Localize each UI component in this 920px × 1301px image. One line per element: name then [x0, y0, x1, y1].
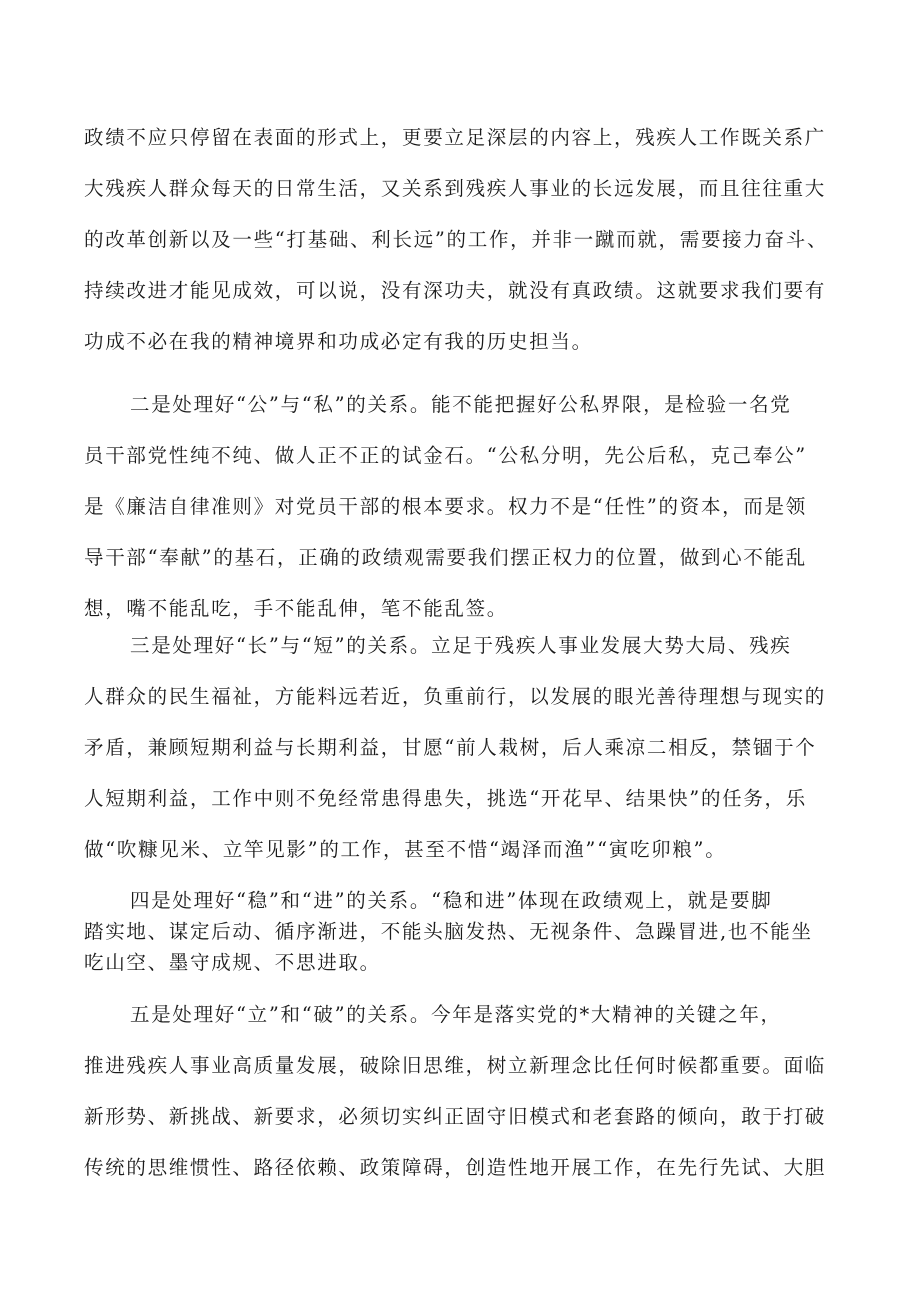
text-line: 新形势、新挑战、新要求，必须切实纠正固守旧模式和老套路的倾向，敢于打破 — [84, 1105, 827, 1128]
text-line: 二是处理好“公”与“私”的关系。能不能把握好公私界限，是检验一名党 — [130, 393, 792, 416]
text-line: 导干部“奉献”的基石，正确的政绩观需要我们摆正权力的位置，做到心不能乱 — [84, 546, 807, 569]
text-line: 做“吹糠见米、立竿见影”的工作，甚至不惜“竭泽而渔”“寅吃卯粮”。 — [84, 838, 727, 861]
paragraph-stable-progress — [84, 885, 844, 978]
paragraph-political-achievement — [84, 112, 844, 367]
text-line: 踏实地、谋定后动、循序渐进，不能头脑发热、无视条件、急躁冒进,也不能坐 — [84, 920, 813, 943]
text-line: 想，嘴不能乱吃，手不能乱伸，笔不能乱签。 — [84, 597, 509, 620]
text-line: 五是处理好“立”和“破”的关系。今年是落实党的*大精神的关键之年， — [130, 1003, 782, 1026]
text-line: 员干部党性纯不纯、做人正不正的试金石。“公私分明，先公后私，克己奉公” — [84, 444, 807, 467]
text-line: 大残疾人群众每天的日常生活，又关系到残疾人事业的长远发展，而且往往重大 — [84, 177, 827, 200]
paragraph-long-short — [84, 620, 844, 875]
text-line: 三是处理好“长”与“短”的关系。立足于残疾人事业发展大势大局、残疾 — [130, 634, 792, 657]
paragraph-establish-break — [84, 989, 844, 1193]
text-line: 人群众的民生福祉，方能料远若近，负重前行，以发展的眼光善待理想与现实的 — [84, 685, 827, 708]
text-line: 是《廉洁自律准则》对党员干部的根本要求。权力不是“任性”的资本，而是领 — [84, 495, 807, 518]
text-line: 推进残疾人事业高质量发展，破除旧思维，树立新理念比任何时候都重要。面临 — [84, 1054, 827, 1077]
text-line: 的改革创新以及一些“打基础、利长远”的工作，并非一蹴而就，需要接力奋斗、 — [84, 228, 829, 251]
text-line: 功成不必在我的精神境界和功成必定有我的历史担当。 — [84, 330, 593, 353]
paragraph-public-private — [84, 379, 844, 634]
text-line: 矛盾，兼顾短期利益与长期利益，甘愿“前人栽树，后人乘凉二相反，禁锢于个 — [84, 736, 817, 759]
text-line: 人短期利益，工作中则不免经常患得患失，挑选“开花早、结果快”的任务，乐 — [84, 787, 807, 810]
text-line: 传统的思维惯性、路径依赖、政策障碍，创造性地开展工作，在先行先试、大胆 — [84, 1156, 827, 1179]
text-line: 四是处理好“稳”和“进”的关系。“稳和进”体现在政绩观上，就是要脚 — [130, 889, 773, 912]
text-line: 持续改进才能见成效，可以说，没有深功夫，就没有真政绩。这就要求我们要有 — [84, 279, 827, 302]
text-line: 政绩不应只停留在表面的形式上，更要立足深层的内容上，残疾人工作既关系广 — [84, 126, 827, 149]
text-line: 吃山空、墨守成规、不思进取。 — [84, 951, 381, 974]
